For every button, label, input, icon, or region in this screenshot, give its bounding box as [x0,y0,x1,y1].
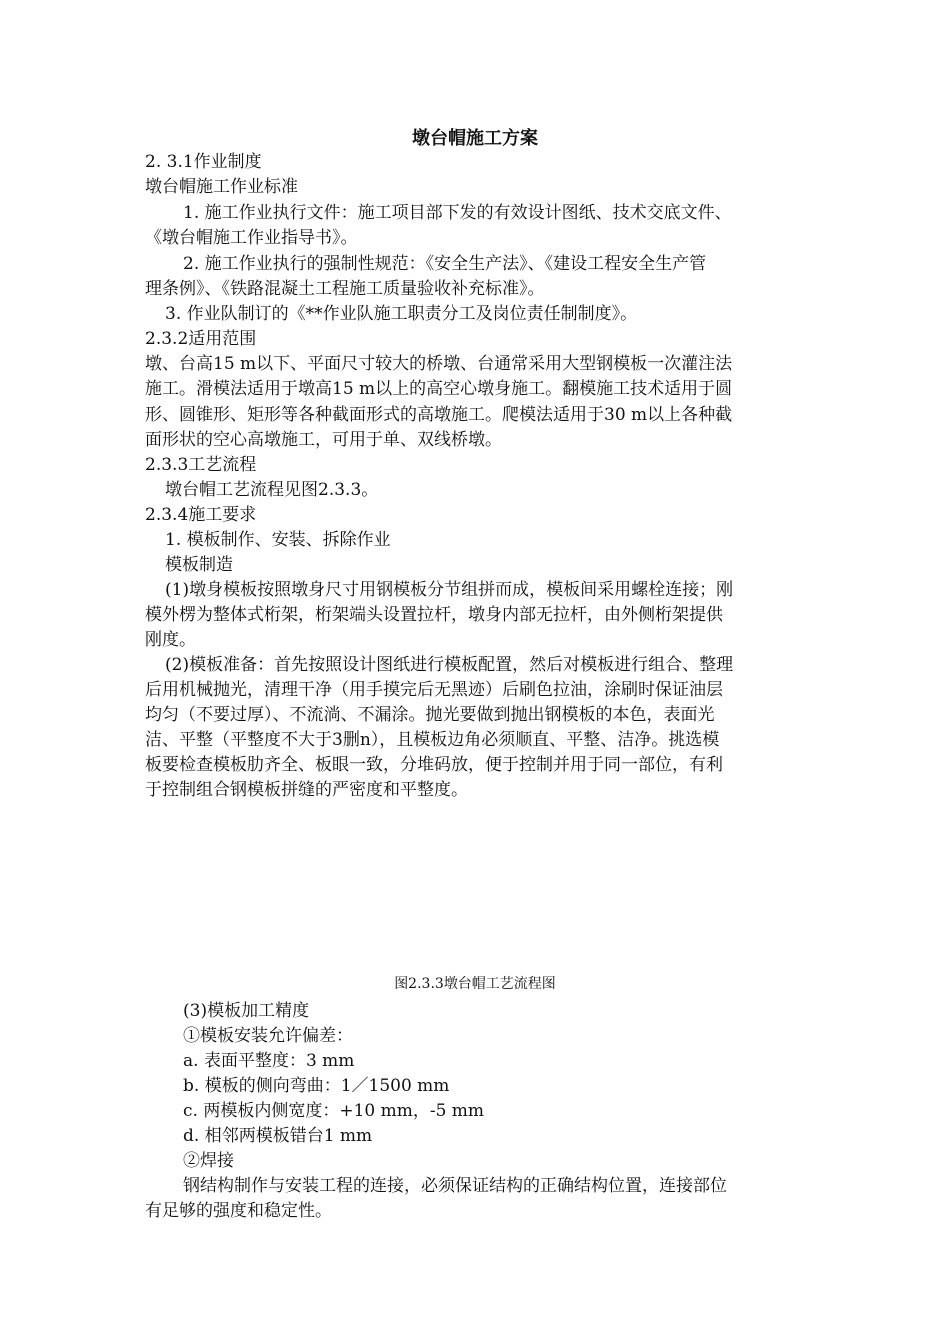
paragraph-line: 有足够的强度和稳定性。 [145,1201,332,1221]
section-heading-2-3-4: 2.3.4施工要求 [145,505,257,525]
list-item: 3. 作业队制订的《**作业队施工职责分工及岗位责任制制度》。 [165,304,638,324]
section-subheading: 墩台帽施工作业标准 [145,177,298,197]
list-item: ②焊接 [183,1151,234,1171]
paragraph-line: (1)墩身模板按照墩身尺寸用钢模板分节组拼而成，模板间采用螺栓连接；刚 [165,580,734,600]
list-item: 1. 模板制作、安装、拆除作业 [165,530,391,550]
section-heading-2-3-1: 2. 3.1作业制度 [145,152,262,172]
paragraph-line: 模外楞为整体式桁架，桁架端头设置拉杆，墩身内部无拉杆，由外侧桁架提供 [145,605,723,625]
list-item: 2. 施工作业执行的强制性规范：《安全生产法》、《建设工程安全生产管 [183,254,707,274]
paragraph-line: 形、圆锥形、矩形等各种截面形式的高墩施工。爬模法适用于30 m以上各种截 [145,405,733,425]
document-title: 墩台帽施工方案 [412,128,538,149]
paragraph-line: 钢结构制作与安装工程的连接，必须保证结构的正确结构位置，连接部位 [183,1176,727,1196]
section-subheading: (3)模板加工精度 [183,1001,310,1021]
section-subheading: 模板制造 [165,555,233,575]
section-heading-2-3-3: 2.3.3工艺流程 [145,455,257,475]
paragraph-line: 面形状的空心高墩施工，可用于单、双线桥墩。 [145,430,502,450]
paragraph-line: 后用机械抛光，清理干净（用手摸完后无黑迹）后刷色拉油，涂刷时保证油层 [145,680,723,700]
figure-caption: 图2.3.3墩台帽工艺流程图 [394,976,556,992]
paragraph-line: 墩台帽工艺流程见图2.3.3。 [165,480,379,500]
paragraph-line: 施工。滑模法适用于墩高15 m以上的高空心墩身施工。翻模施工技术适用于圆 [145,379,733,399]
paragraph-line: 洁、平整（平整度不大于3删n），且模板边角必须顺直、平整、洁净。挑选模 [145,730,720,750]
list-item: a. 表面平整度：3 mm [183,1051,355,1071]
list-item: d. 相邻两模板错台1 mm [183,1126,373,1146]
list-item-continuation: 理条例》、《铁路混凝土工程施工质量验收补充标准》。 [145,279,545,299]
list-item: b. 模板的侧向弯曲：1／1500 mm [183,1076,450,1096]
paragraph-line: 板要检查模板肋齐全、板眼一致，分堆码放，便于控制并用于同一部位，有利 [145,755,723,775]
list-item-continuation: 《墩台帽施工作业指导书》。 [145,228,358,248]
section-heading-2-3-2: 2.3.2适用范围 [145,329,257,349]
paragraph-line: 均匀（不要过厚）、不流淌、不漏涂。抛光要做到抛出钢模板的本色，表面光 [145,705,715,725]
paragraph-line: 于控制组合钢模板拼缝的严密度和平整度。 [145,780,468,800]
list-item: 1. 施工作业执行文件：施工项目部下发的有效设计图纸、技术交底文件、 [183,203,732,223]
paragraph-line: 墩、台高15 m以下、平面尺寸较大的桥墩、台通常采用大型钢模板一次灌注法 [145,354,733,374]
paragraph-line: (2)模板准备：首先按照设计图纸进行模板配置，然后对模板进行组合、整理 [165,655,734,675]
list-item: ①模板安装允许偏差： [183,1026,353,1046]
paragraph-line: 刚度。 [145,630,196,650]
list-item: c. 两模板内侧宽度：+10 mm，-5 mm [183,1101,485,1121]
